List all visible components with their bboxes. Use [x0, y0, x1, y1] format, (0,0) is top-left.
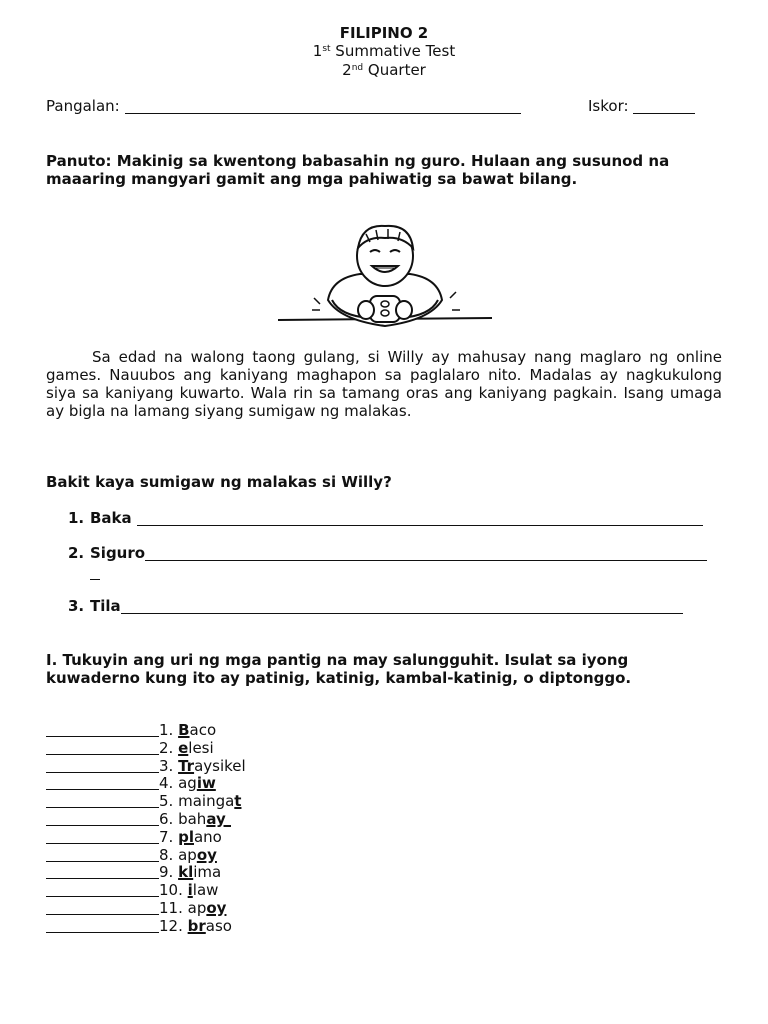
answer-blank[interactable]	[121, 599, 683, 614]
directions: Panuto: Makinig sa kwentong babasahin ng guro. Hulaan ang susunod na maaaring mangyari gamit ang mga pahiwatig sa bawat bilang.	[46, 152, 670, 188]
item-text-before: ap	[178, 845, 197, 864]
item-blank[interactable]	[46, 919, 159, 933]
item-number: 7.	[159, 827, 174, 846]
name-blank[interactable]	[125, 99, 521, 114]
test-label	[0, 42, 768, 60]
item-blank[interactable]	[46, 883, 159, 897]
quarter-ordinal-suffix: nd	[351, 63, 364, 73]
item-blank[interactable]	[46, 776, 159, 790]
list-item	[46, 811, 246, 829]
item-number: 3.	[159, 756, 174, 775]
item-underlined: br	[187, 916, 206, 935]
item-number: 4.	[159, 774, 174, 793]
item-underlined: t	[234, 792, 242, 811]
item-number: 9.	[159, 863, 174, 882]
item-underlined: kl	[178, 863, 194, 882]
item-underlined: oy	[196, 845, 217, 864]
list-item	[46, 740, 246, 758]
item-blank[interactable]	[46, 741, 159, 755]
item-text-before: bah	[178, 809, 207, 828]
item-blank[interactable]	[46, 812, 159, 826]
question: Bakit kaya sumigaw ng malakas si Willy?	[46, 473, 392, 491]
name-row	[46, 97, 521, 115]
item-number: 8.	[159, 845, 174, 864]
item-underlined: B	[178, 721, 190, 739]
item-number: 12.	[159, 916, 183, 935]
story-text: Sa edad na walong taong gulang, si Willy ay mahusay nang maglaro ng online games. Nauubos ang kaniyang maghapon sa paglalaro nito. Madalas ay nagkukulong siya sa kaniyang kuwarto. Wala rin sa tamang oras ang kaniyang pagkain. Isang umaga ay bigla na lamang siyang sumigaw ng malakas.	[46, 348, 722, 420]
answer-label: Siguro	[90, 544, 146, 562]
answer-label: Tila	[90, 597, 121, 615]
item-blank[interactable]	[46, 723, 159, 737]
item-number: 5.	[159, 792, 174, 811]
answer-label: Baka	[90, 509, 132, 527]
list-item	[46, 918, 246, 936]
quarter-number: 2	[342, 61, 352, 79]
item-underlined: iw	[196, 774, 216, 793]
item-number: 2.	[159, 738, 174, 757]
answer-blank[interactable]	[137, 511, 703, 526]
score-blank[interactable]	[633, 99, 695, 114]
list-item	[46, 847, 246, 865]
list-item	[46, 882, 246, 900]
item-text-after: ima	[193, 863, 222, 882]
item-blank[interactable]	[46, 794, 159, 808]
answer-number: 3.	[68, 597, 85, 615]
item-blank[interactable]	[46, 830, 159, 844]
item-text-after: aso	[205, 916, 232, 935]
item-number: 11.	[159, 898, 183, 917]
item-number: 10.	[159, 881, 183, 900]
answer-number: 2.	[68, 544, 85, 562]
item-underlined: pl	[178, 827, 194, 846]
answer-row-3	[68, 597, 683, 615]
quarter-label	[0, 61, 768, 79]
item-text-before: ag	[178, 774, 197, 793]
item-blank[interactable]	[46, 865, 159, 879]
item-text-after: law	[192, 881, 219, 900]
item-text-after: aysikel	[194, 756, 246, 775]
answer-number: 1.	[68, 509, 85, 527]
item-underlined: i	[187, 881, 193, 900]
item-text-after: aco	[189, 721, 217, 739]
list-item	[46, 775, 246, 793]
answer-blank-continuation	[90, 565, 100, 580]
item-blank[interactable]	[46, 901, 159, 915]
worksheet-title: FILIPINO 2	[339, 24, 429, 42]
syllable-items-list	[46, 722, 246, 936]
answer-row-1	[68, 509, 703, 527]
list-item	[46, 722, 246, 740]
item-text-before: mainga	[178, 792, 235, 811]
item-text-before: ap	[187, 898, 207, 917]
part-i-instructions: I. Tukuyin ang uri ng mga pantig na may salungguhit. Isulat sa iyong kuwaderno kung ito ay patinig, katinig, kambal-katinig, o diptonggo.	[46, 651, 632, 687]
quarter-text: Quarter	[363, 61, 426, 79]
test-ordinal-suffix: st	[322, 44, 331, 54]
item-blank[interactable]	[46, 759, 159, 773]
test-text: Summative Test	[330, 42, 456, 60]
item-underlined: e	[178, 738, 189, 757]
item-underlined: oy	[206, 898, 227, 917]
list-item	[46, 900, 246, 918]
answer-blank[interactable]	[145, 546, 707, 561]
test-number: 1	[312, 42, 323, 60]
boy-playing-game-illustration	[270, 220, 500, 340]
item-underlined: Tr	[178, 756, 195, 775]
list-item	[46, 829, 246, 847]
item-number: 1.	[159, 721, 174, 739]
item-text-after: lesi	[188, 738, 214, 757]
list-item	[46, 793, 246, 811]
item-number: 6.	[159, 809, 174, 828]
answer-row-2	[68, 544, 707, 562]
item-text-after: ano	[193, 827, 222, 846]
item-underlined: ay	[206, 809, 231, 828]
score-row	[588, 97, 695, 115]
score-label: Iskor:	[588, 97, 629, 115]
story-passage	[46, 348, 722, 420]
name-label: Pangalan:	[46, 97, 120, 115]
list-item	[46, 758, 246, 776]
list-item	[46, 864, 246, 882]
item-blank[interactable]	[46, 848, 159, 862]
